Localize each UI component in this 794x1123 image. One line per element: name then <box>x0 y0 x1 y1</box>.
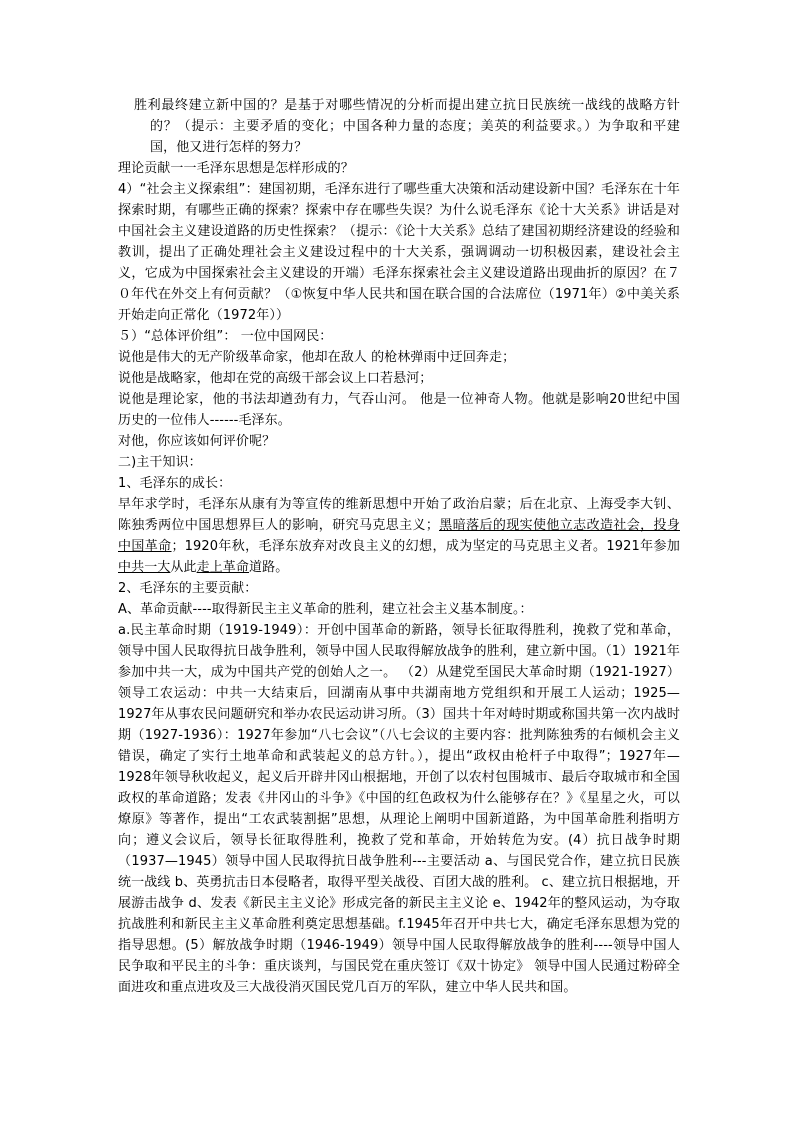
section-4-paragraph: 4）“社会主义探索组”：建国初期，毛泽东进行了哪些重大决策和活动建设新中国？毛泽东在十年探索时期，有哪些正确的探索？探索中存在哪些失误？为什么说毛泽东《论十大关系》讲话是对中国社会主义建设道路的历史性探索？（提示：《论十大关系》总结了建国初期经济建设的经验和教训，提出了正确处理社会主义建设过程中的十大关系，强调调动一切积极因素，建设社会主义，它成为中国探索社会主义建设的开端）毛泽东探索社会主义建设道路出现曲折的原因？在７０年代在外交上有何贡献？（①恢复中华人民共和国在联合国的合法席位（1971年）②中美关系开始走向正常化（1972年）） <box>118 182 680 323</box>
revolution-paragraph: a.民主革命时期（1919-1949）：开创中国革命的新路，领导长征取得胜利，挽救了党和革命，领导中国人民取得抗日战争胜利，领导中国人民取得解放战争的胜利，建立新中国。（1）1921年参加中共一大，成为中国共产党的创始人之一。 （2）从建党至国民大革命时期（1921-1927）领导工农运动：中共一大结束后，回湖南从事中共湖南地方党组织和开展工人运动；1925—1927年从事农民问题研究和举办农民运动讲习所。（3）国共十年对峙时期或称国共第一次内战时期（1927-1936）：1927年参加“八七会议”（八七会议的主要内容：批判陈独秀的右倾机会主义错误，确定了实行土地革命和武装起义的总方针。），提出“政权由枪杆子中取得”；1927年—1928年领导秋收起义，起义后开辟井冈山根据地，开创了以农村包围城市、最后夺取城市和全国政权的革命道路；发表《井冈山的斗争》《中国的红色政权为什么能够存在？》《星星之火，可以燎原》等著作，提出“工农武装割据”思想，从理论上阐明中国新道路，为中国革命胜利指明方向；遵义会议后，领导长征取得胜利，挽救了党和革命，开始转危为安。(4）抗日战争时期（1937—1945）领导中国人民取得抗日战争胜利---主要活动 a、与国民党合作，建立抗日民族统一战线 b、英勇抗击日本侵略者，取得平型关战役、百团大战的胜利。 c、建立抗日根据地，开展游击战争 d、发表《新民主主义论》形成完备的新民主主义论 e、1942年的整风运动，为夺取抗战胜利和新民主主义革命胜利奠定思想基础。f.1945年召开中共七大，确定毛泽东思想为党的指导思想。(5）解放战争时期（1946-1949）领导中国人民取得解放战争的胜利----领导中国人民争取和平民主的斗争：重庆谈判，与国民党在重庆签订《双十协定》 领导中国人民通过粉碎全面进攻和重点进攻及三大战役消灭国民党几百万的军队，建立中华人民共和国。 <box>118 623 680 995</box>
growth-heading: 1、毛泽东的成长： <box>118 476 232 491</box>
section-5-line-1: 说他是伟大的无产阶级革命家，他却在敌人 的枪林弹雨中迂回奔走； <box>118 350 516 365</box>
section-5-line-3: 说他是理论家，他的书法却遒劲有力，气吞山河。 他是一位神奇人物。他就是影响20世纪中国 历史的一位伟人------毛泽东。 <box>118 392 680 428</box>
revolution-heading: A、革命贡献----取得新民主主义革命的胜利，建立社会主义基本制度。： <box>118 602 533 617</box>
main-knowledge-heading: 二)主干知识： <box>118 455 202 470</box>
document-page <box>118 95 680 998</box>
growth-underlined-3: 走上革命 <box>196 560 250 575</box>
growth-underlined-1: 黑暗落后的现实使他立志改造社会，投身中国革命 <box>118 518 680 554</box>
theory-question: 理论贡献一一毛泽东思想是怎样形成的？ <box>118 161 354 176</box>
intro-paragraph: 胜利最终建立新中国的？是基于对哪些情况的分析而提出建立抗日民族统一战线的战略方针的？（提示：主要矛盾的变化；中国各种力量的态度；美英的利益要求。）为争取和平建国，他又进行怎样的努力？ <box>134 98 680 155</box>
growth-paragraph <box>118 494 680 578</box>
growth-text-d: 道路。 <box>249 560 289 575</box>
growth-underlined-2: 中共一大 <box>118 560 171 575</box>
growth-text-c: 从此 <box>170 560 197 575</box>
contributions-heading: 2、毛泽东的主要贡献： <box>118 581 258 596</box>
section-5-question: 对他，你应该如何评价呢？ <box>118 434 276 449</box>
section-5-line-2: 说他是战略家，他却在党的高级干部会议上口若悬河； <box>118 371 433 386</box>
section-5-heading: ５）“总体评价组”： 一位中国网民： <box>118 329 333 344</box>
growth-text-a: 早年求学时，毛泽东从康有为等宣传的维新思想中开始了政治启蒙；后在北京、上海受李大钊、陈独秀两位中国思想界巨人的影响，研究马克思主义； <box>118 497 680 533</box>
growth-text-b: ；1920年秋，毛泽东放弃对改良主义的幻想，成为坚定的马克思主义者。1921年参加 <box>171 539 680 554</box>
